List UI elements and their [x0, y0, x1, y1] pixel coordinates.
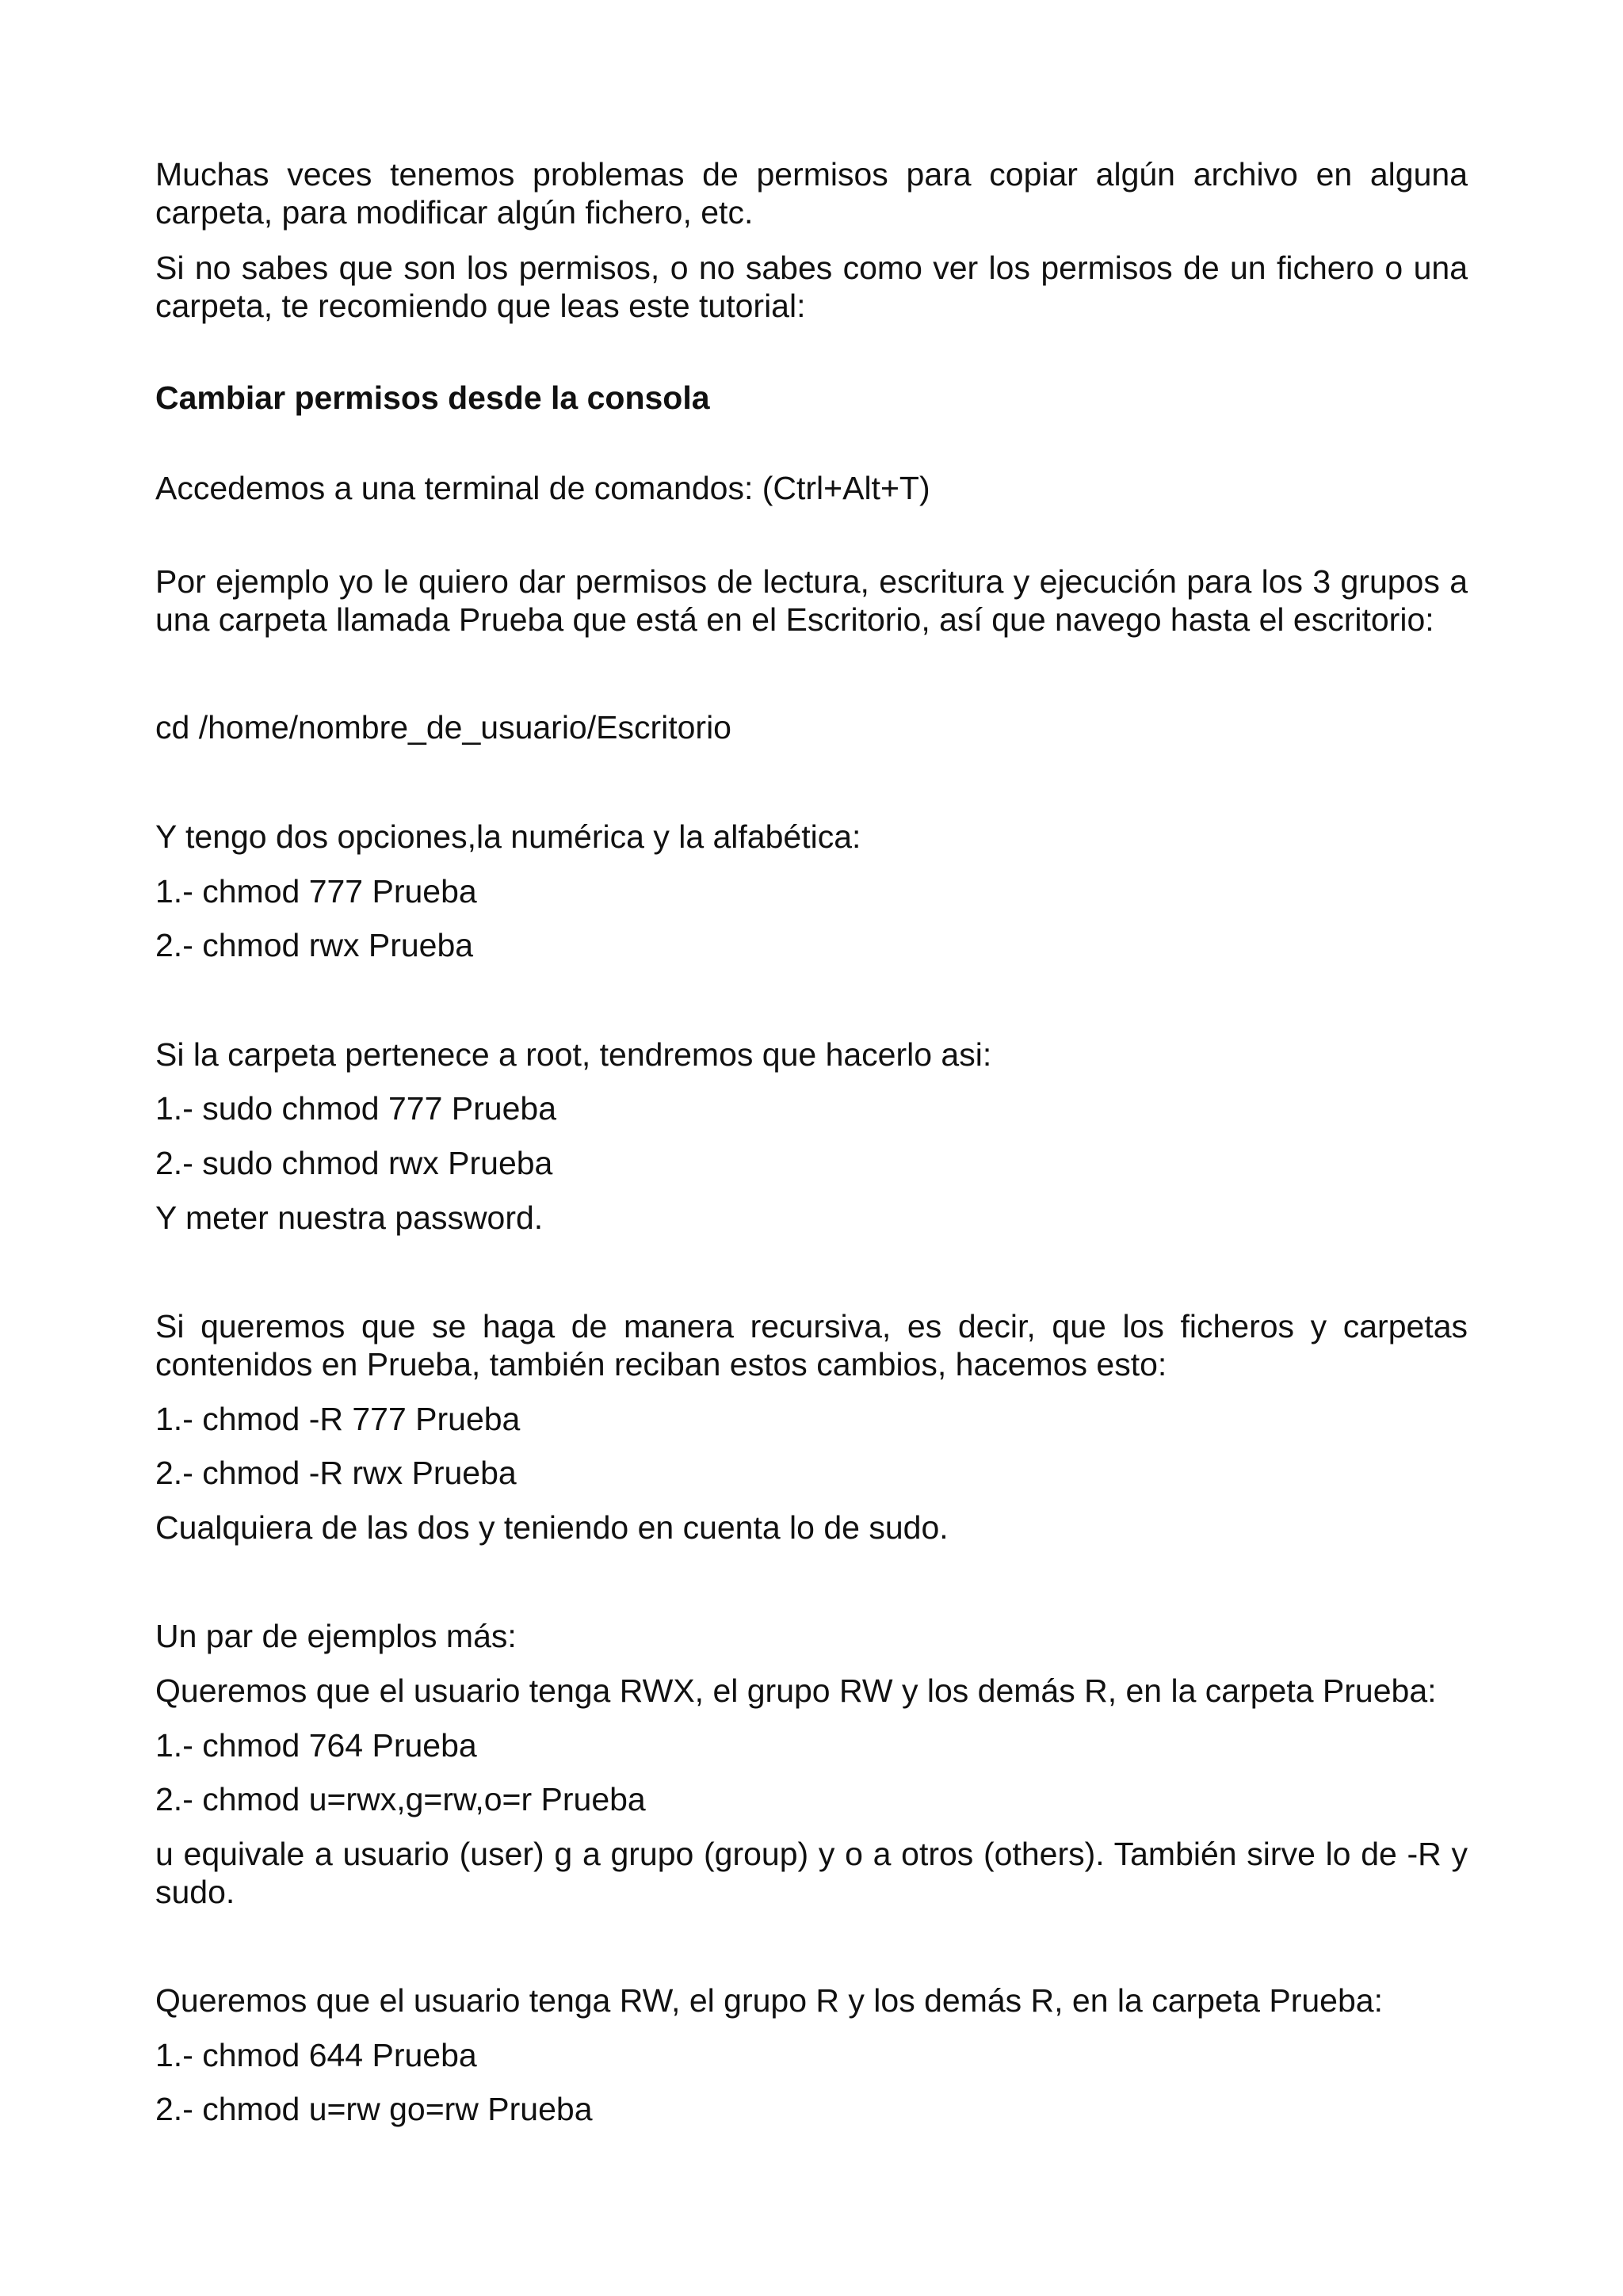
example-1-note: u equivale a usuario (user) g a grupo (group) y o a otros (others). También sirve lo de -R y sudo. — [155, 1836, 1468, 1910]
option-alphabetic: 2.- chmod rwx Prueba — [155, 927, 474, 963]
intro-paragraph-2: Si no sabes que son los permisos, o no sabes como ver los permisos de un fichero o una carpeta, te recomiendo que leas este tutorial: — [155, 250, 1468, 324]
root-option-1: 1.- sudo chmod 777 Prueba — [155, 1090, 556, 1127]
intro-paragraph-1: Muchas veces tenemos problemas de permisos para copiar algún archivo en alguna carpeta, para modificar algún fichero, etc. — [155, 156, 1468, 231]
example-2-option-2: 2.- chmod u=rw go=rw Prueba — [155, 2091, 593, 2127]
cd-command: cd /home/nombre_de_usuario/Escritorio — [155, 709, 731, 746]
example-2-option-1: 1.- chmod 644 Prueba — [155, 2037, 477, 2073]
root-note: Y meter nuestra password. — [155, 1199, 544, 1236]
example-1-description: Queremos que el usuario tenga RWX, el grupo RW y los demás R, en la carpeta Prueba: — [155, 1672, 1437, 1709]
example-1-option-2: 2.- chmod u=rwx,g=rw,o=r Prueba — [155, 1781, 646, 1817]
root-option-2: 2.- sudo chmod rwx Prueba — [155, 1145, 553, 1181]
recursive-intro: Si queremos que se haga de manera recursiva, es decir, que los ficheros y carpetas contenidos en Prueba, también reciban estos cambios, hacemos esto: — [155, 1308, 1468, 1383]
section-heading: Cambiar permisos desde la consola — [155, 379, 710, 416]
root-intro: Si la carpeta pertenece a root, tendremos que hacerlo asi: — [155, 1036, 992, 1073]
more-examples-intro: Un par de ejemplos más: — [155, 1618, 517, 1654]
option-numeric: 1.- chmod 777 Prueba — [155, 873, 477, 910]
recursive-option-1: 1.- chmod -R 777 Prueba — [155, 1401, 521, 1437]
example-2-description: Queremos que el usuario tenga RW, el grupo R y los demás R, en la carpeta Prueba: — [155, 1982, 1383, 2019]
terminal-instruction: Accedemos a una terminal de comandos: (Ctrl+Alt+T) — [155, 470, 930, 506]
example-1-option-1: 1.- chmod 764 Prueba — [155, 1727, 477, 1764]
example-paragraph: Por ejemplo yo le quiero dar permisos de lectura, escritura y ejecución para los 3 grupos a una carpeta llamada Prueba que está en el Escritorio, así que navego hasta el escritorio: — [155, 563, 1468, 638]
recursive-option-2: 2.- chmod -R rwx Prueba — [155, 1455, 517, 1491]
options-intro: Y tengo dos opciones,la numérica y la alfabética: — [155, 818, 861, 855]
recursive-note: Cualquiera de las dos y teniendo en cuenta lo de sudo. — [155, 1509, 949, 1546]
